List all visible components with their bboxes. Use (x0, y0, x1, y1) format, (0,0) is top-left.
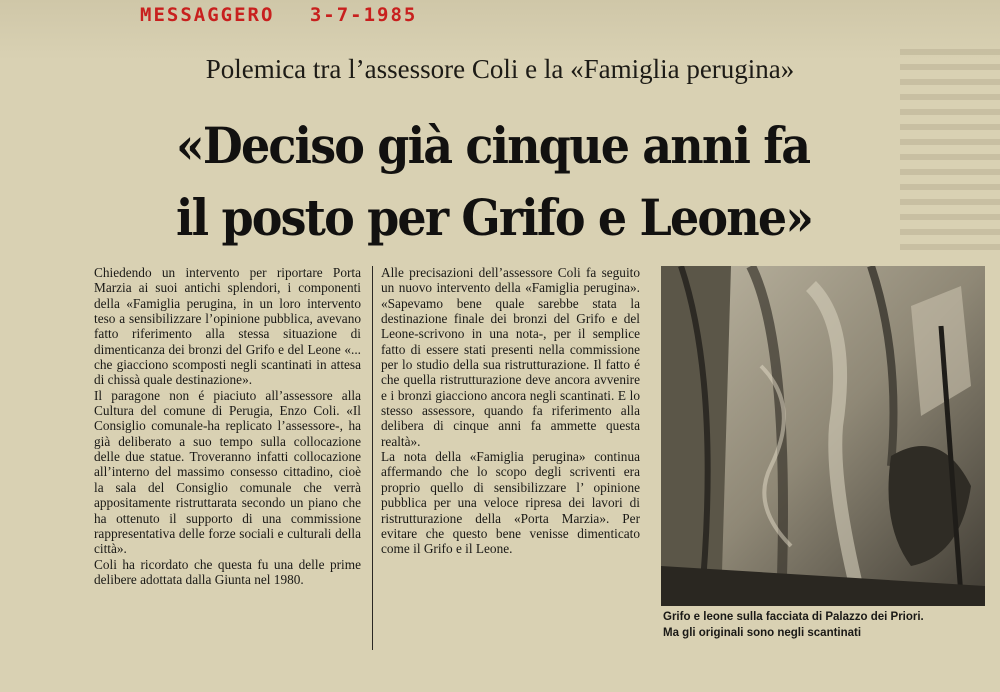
kicker: Polemica tra l’assessore Coli e la «Famiglia perugina» (205, 54, 795, 84)
caption-line-1: Grifo e leone sulla facciata di Palazzo dei Priori. (663, 611, 924, 623)
caption-line-2: Ma gli originali sono negli scantinati (663, 627, 862, 639)
photo-caption (663, 609, 993, 641)
headline-line-1: «Deciso già cinque anni fa (176, 116, 810, 175)
photo-palazzo-dei-priori (661, 266, 985, 606)
column-divider (372, 266, 373, 650)
paragraph: Il paragone non é piaciuto all’assessore alla Cultura del comune di Perugia, Enzo Coli. «Il Consiglio comunale-ha replicato l’assessore-, ha già deliberato a suo tempo sulla collocazione delle due statue. Troveranno infatti collocazione all’interno del massimo consesso cittadino, cioè la sala del Consiglio comunale che verrà appositamente ristruttarata secondo un piano che ha ottenuto il supporto di una commissione rappresentativa delle forze sociali e culturali della città». (94, 387, 361, 557)
headline-line-2: il posto per Grifo e Leone» (176, 188, 813, 247)
article-column-2 (381, 265, 640, 557)
paragraph: Chiedendo un intervento per riportare Porta Marzia ai suoi antichi splendori, i componenti della «Famiglia perugina, in un loro intervento teso a sensibilizzare l’opinione pubblica, avevano fatto riferimento alla stessa situazione di dimenticanza dei bronzi del Grifo e del Leone «... che giacciono scomposti negli scantinati in attesa di chissà quale destinazione». (94, 265, 361, 388)
paragraph: La nota della «Famiglia perugina» continua affermando che lo scopo degli scriventi era proprio quello di sensibilizzare l’ opinione pubblica per una veloce ripresa dei lavori di ristrutturazione della «Porta Marzia». Per evitare che questo bene venisse dimenticato come il Grifo e il Leone. (381, 449, 640, 557)
article-column-1 (94, 265, 361, 587)
paragraph: Alle precisazioni dell’assessore Coli fa seguito un nuovo intervento della «Famiglia perugina». «Sapevamo bene quale sarebbe stata la destinazione finale dei bronzi del Grifo e del Leone-scrivono in una nota-, per il semplice fatto di essere stati presenti nella commissione per lo studio della sua ristrutturazione. Il fatto é che quella ristrutturazione deve ancora avvenire e i bronzi giacciono ancora negli scantinati. E lo stesso assessore, quando fa riferimento alla delibera di cinque anni fa ammette questa realtà». (381, 265, 640, 449)
facade-photo-illustration (661, 266, 985, 606)
handwritten-stamp (140, 4, 439, 26)
stamp-source: MESSAGGERO (140, 4, 275, 26)
stamp-date: 3-7-1985 (309, 4, 418, 26)
paragraph: Coli ha ricordato che questa fu una delle prime delibere adottata dalla Giunta nel 1980. (94, 556, 361, 587)
headline (176, 110, 812, 254)
